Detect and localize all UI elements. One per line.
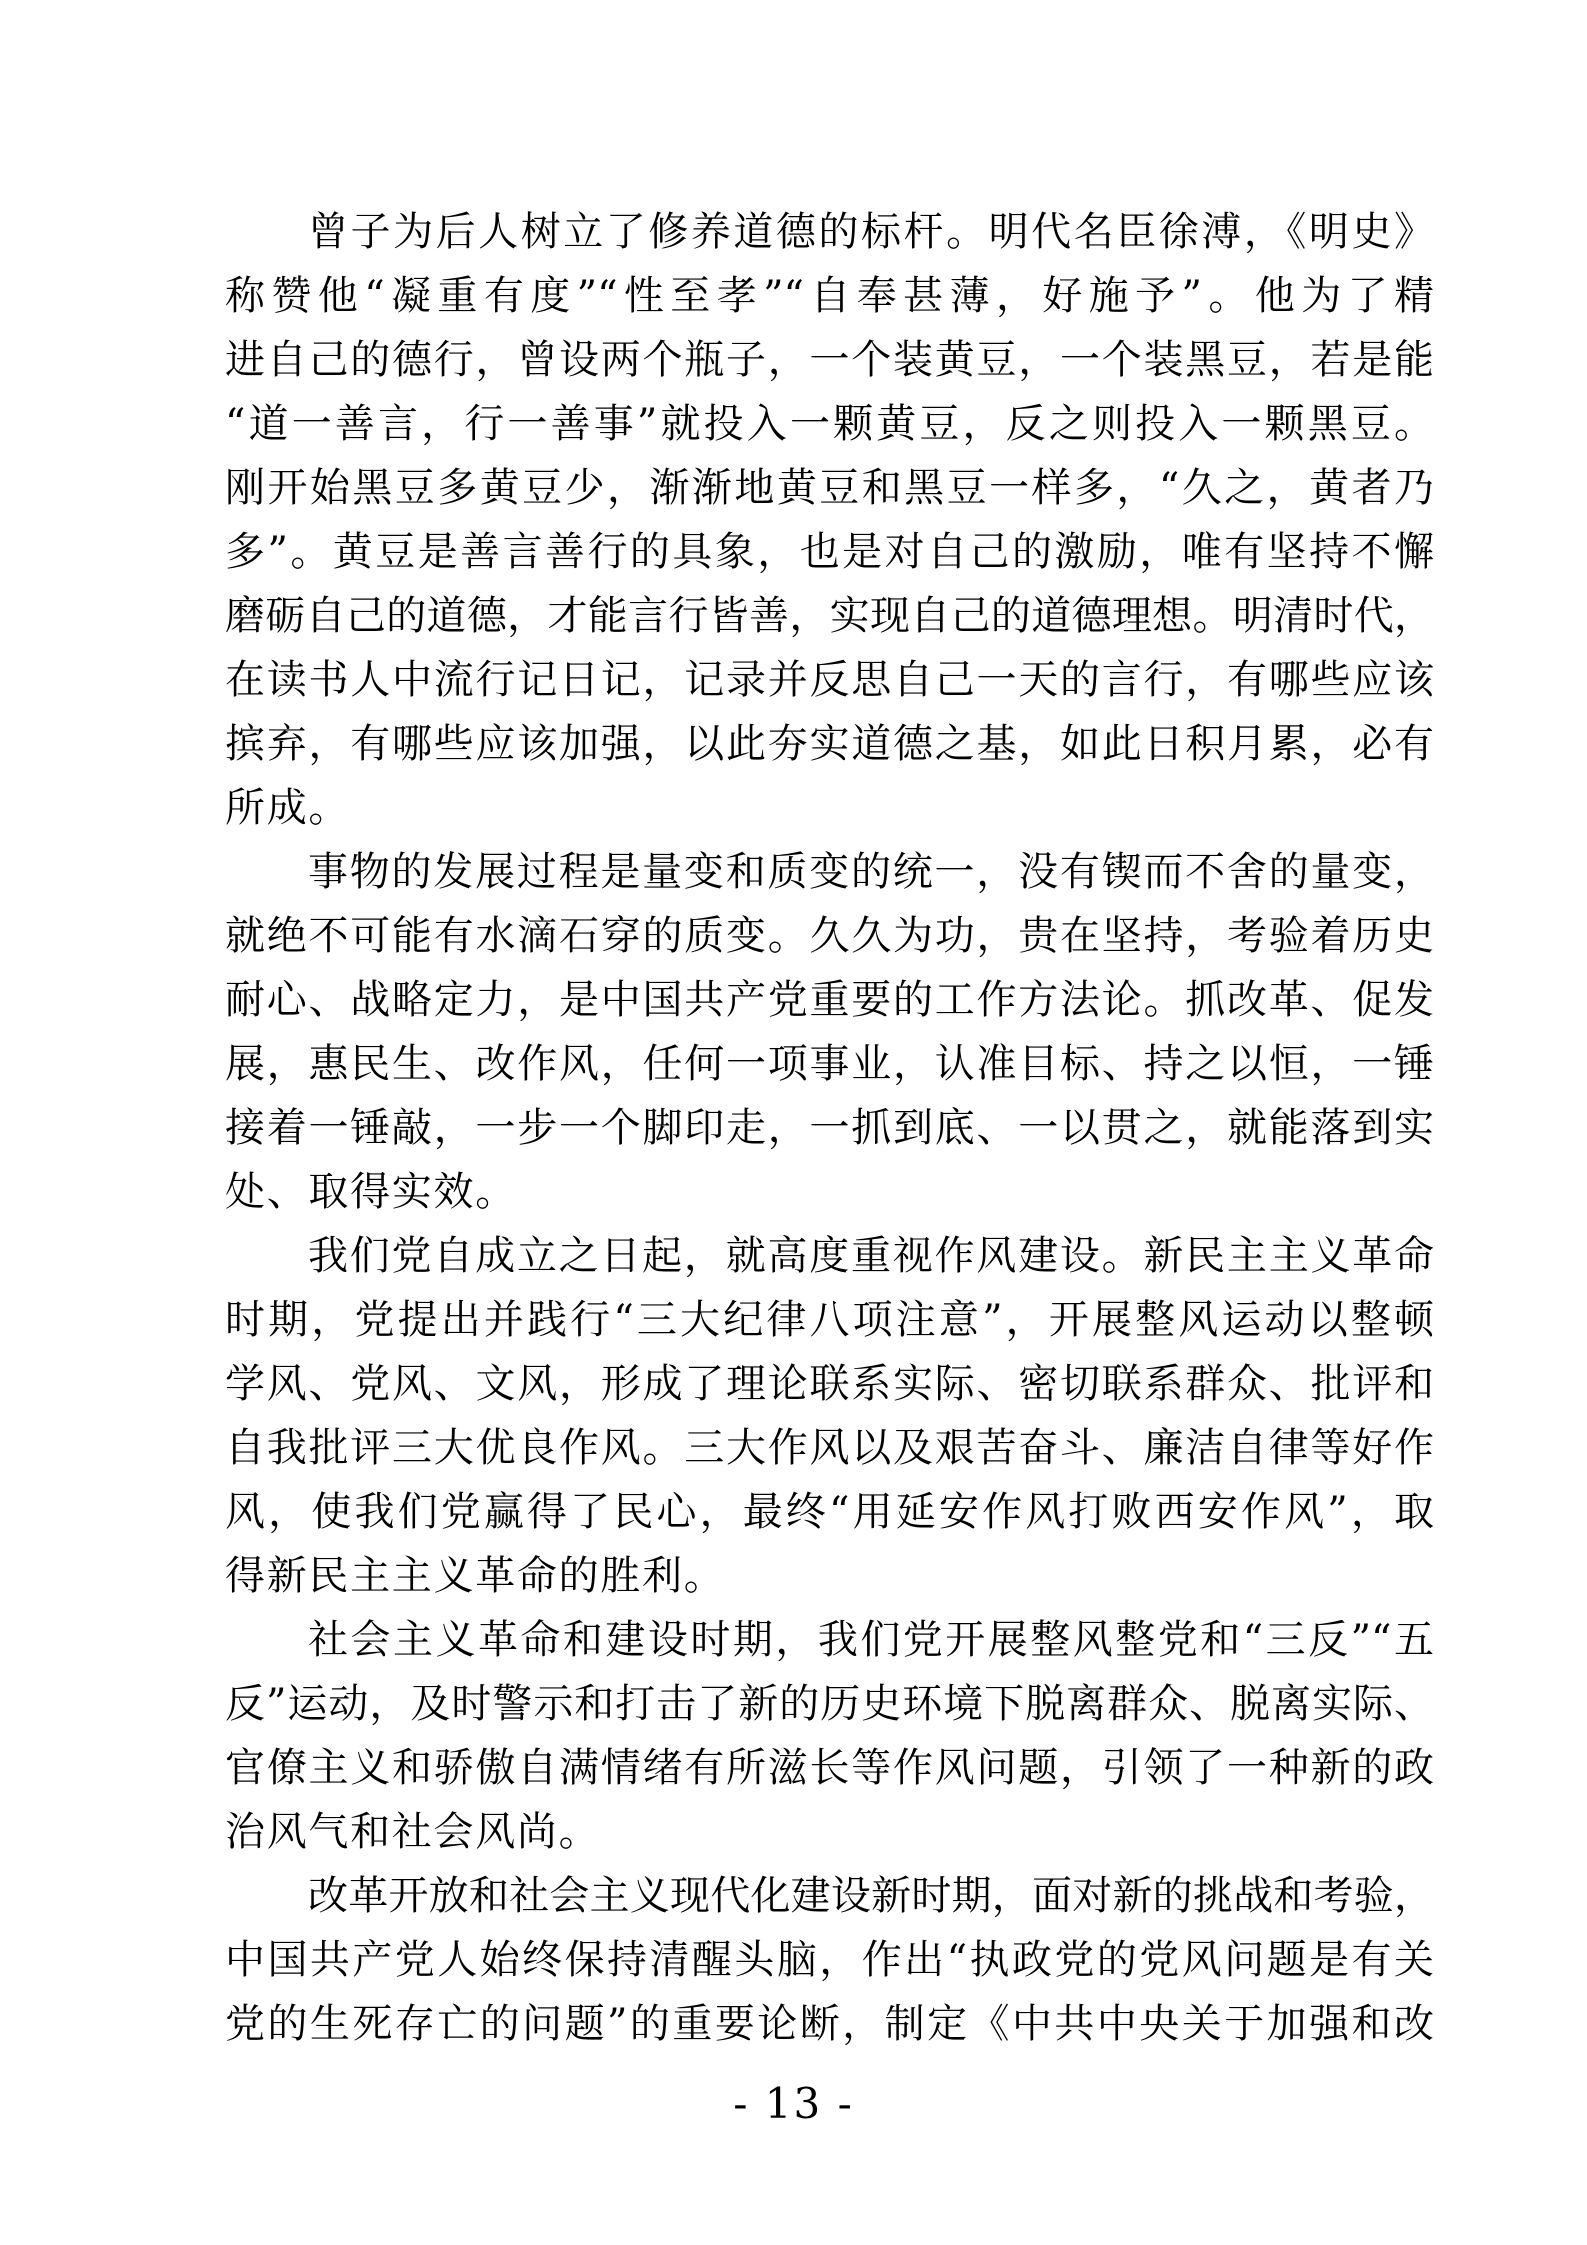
- text-line: 学风、党风、文风，形成了理论联系实际、密切联系群众、批评和: [225, 1361, 1434, 1407]
- text-line: 事物的发展过程是量变和质变的统一，没有锲而不舍的量变，: [308, 849, 1434, 895]
- text-line: “道一善言，行一善事”就投入一颗黄豆，反之则投入一颗黑豆。: [225, 401, 1434, 447]
- text-line: 摈弃，有哪些应该加强，以此夯实道德之基，如此日积月累，必有: [225, 721, 1434, 767]
- text-line: 我们党自成立之日起，就高度重视作风建设。新民主主义革命: [308, 1233, 1434, 1279]
- text-line: 在读书人中流行记日记，记录并反思自己一天的言行，有哪些应该: [225, 657, 1434, 703]
- text-line: 自我批评三大优良作风。三大作风以及艰苦奋斗、廉洁自律等好作: [225, 1425, 1434, 1471]
- paragraph: [225, 200, 1434, 840]
- paragraph: [225, 1864, 1434, 2056]
- text-line: 称赞他“凝重有度”“性至孝”“自奉甚薄，好施予”。他为了精: [225, 273, 1434, 319]
- text-line: 曾子为后人树立了修养道德的标杆。明代名臣徐溥，《明史》: [308, 209, 1434, 255]
- text-line: 党的生死存亡的问题”的重要论断，制定《中共中央关于加强和改: [225, 2001, 1434, 2047]
- text-line: 反”运动，及时警示和打击了新的历史环境下脱离群众、脱离实际、: [225, 1681, 1434, 1727]
- text-line: 耐心、战略定力，是中国共产党重要的工作方法论。抓改革、促发: [225, 977, 1434, 1023]
- text-line: 官僚主义和骄傲自满情绪有所滋长等作风问题，引领了一种新的政: [225, 1745, 1434, 1791]
- text-line: 改革开放和社会主义现代化建设新时期，面对新的挑战和考验，: [308, 1873, 1434, 1919]
- text-line: 所成。: [225, 785, 351, 831]
- text-line: 进自己的德行，曾设两个瓶子，一个装黄豆，一个装黑豆，若是能: [225, 337, 1434, 383]
- text-line: 接着一锤敲，一步一个脚印走，一抓到底、一以贯之，就能落到实: [225, 1105, 1434, 1151]
- body-text: [225, 200, 1434, 2056]
- text-line: 磨砺自己的道德，才能言行皆善，实现自己的道德理想。明清时代，: [225, 593, 1434, 639]
- paragraph: [225, 840, 1434, 1224]
- text-line: 处、取得实效。: [225, 1169, 517, 1215]
- paragraph: [225, 1224, 1434, 1608]
- text-line: 展，惠民生、改作风，任何一项事业，认准目标、持之以恒，一锤: [225, 1041, 1434, 1087]
- text-line: 刚开始黑豆多黄豆少，渐渐地黄豆和黑豆一样多，“久之，黄者乃: [225, 465, 1434, 511]
- text-line: 时期，党提出并践行“三大纪律八项注意”，开展整风运动以整顿: [225, 1297, 1434, 1343]
- text-line: 风，使我们党赢得了民心，最终“用延安作风打败西安作风”，取: [225, 1489, 1434, 1535]
- text-line: 中国共产党人始终保持清醒头脑，作出“执政党的党风问题是有关: [225, 1937, 1434, 1983]
- page-number: - 13 -: [733, 2079, 854, 2128]
- text-line: 社会主义革命和建设时期，我们党开展整风整党和“三反”“五: [308, 1617, 1434, 1663]
- text-line: 就绝不可能有水滴石穿的质变。久久为功，贵在坚持，考验着历史: [225, 913, 1434, 959]
- text-line: 多”。黄豆是善言善行的具象，也是对自己的激励，唯有坚持不懈: [225, 529, 1434, 575]
- text-line: 治风气和社会风尚。: [225, 1809, 601, 1855]
- paragraph: [225, 1608, 1434, 1864]
- text-line: 得新民主主义革命的胜利。: [225, 1553, 726, 1599]
